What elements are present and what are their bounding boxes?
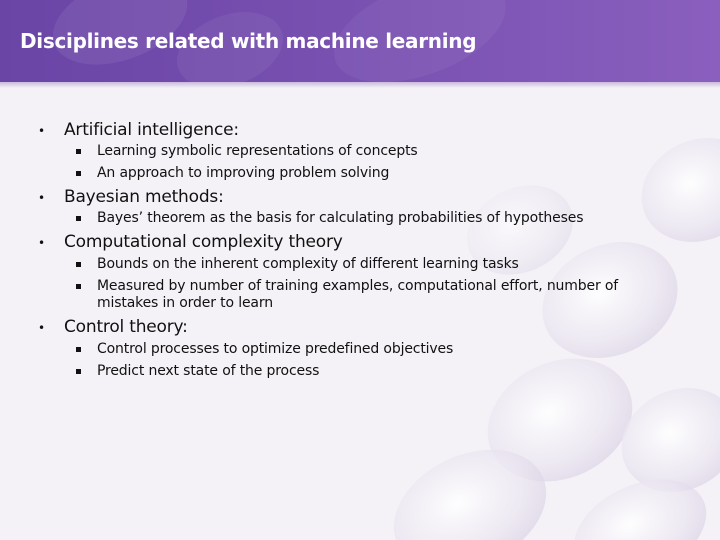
sub-bullet-square	[76, 369, 81, 374]
bullet-computational-complexity: Computational complexity theory	[64, 232, 343, 252]
sub-bullet-square	[76, 149, 81, 154]
sub-bullet-text: Control processes to optimize predefined objectives	[97, 341, 454, 357]
sub-bullet-text: Bounds on the inherent complexity of different learning tasks	[97, 256, 519, 272]
bullet-bayesian-methods: Bayesian methods:	[64, 187, 224, 207]
bullet-dot: •	[38, 124, 46, 138]
bullet-control-theory: Control theory:	[64, 317, 188, 337]
sub-bullet-text: Learning symbolic representations of concepts	[97, 143, 418, 159]
sub-bullet-text: An approach to improving problem solving	[97, 165, 390, 181]
sub-bullet-text: Measured by number of training examples, computational effort, number of mistakes in order to learn	[97, 278, 619, 311]
bullet-dot: •	[38, 321, 46, 335]
sub-bullet-square	[76, 216, 81, 221]
sub-bullet-square	[76, 284, 81, 289]
sub-bullet-square	[76, 262, 81, 267]
bullet-dot: •	[38, 236, 46, 250]
slide-title: Disciplines related with machine learning	[20, 29, 477, 53]
sub-bullet-text: Bayes’ theorem as the basis for calculating probabilities of hypotheses	[97, 210, 584, 226]
bullet-artificial-intelligence: Artificial intelligence:	[64, 120, 239, 140]
bullet-dot: •	[38, 191, 46, 205]
sub-bullet-square	[76, 171, 81, 176]
sub-bullet-square	[76, 347, 81, 352]
sub-bullet-text: Predict next state of the process	[97, 363, 320, 379]
